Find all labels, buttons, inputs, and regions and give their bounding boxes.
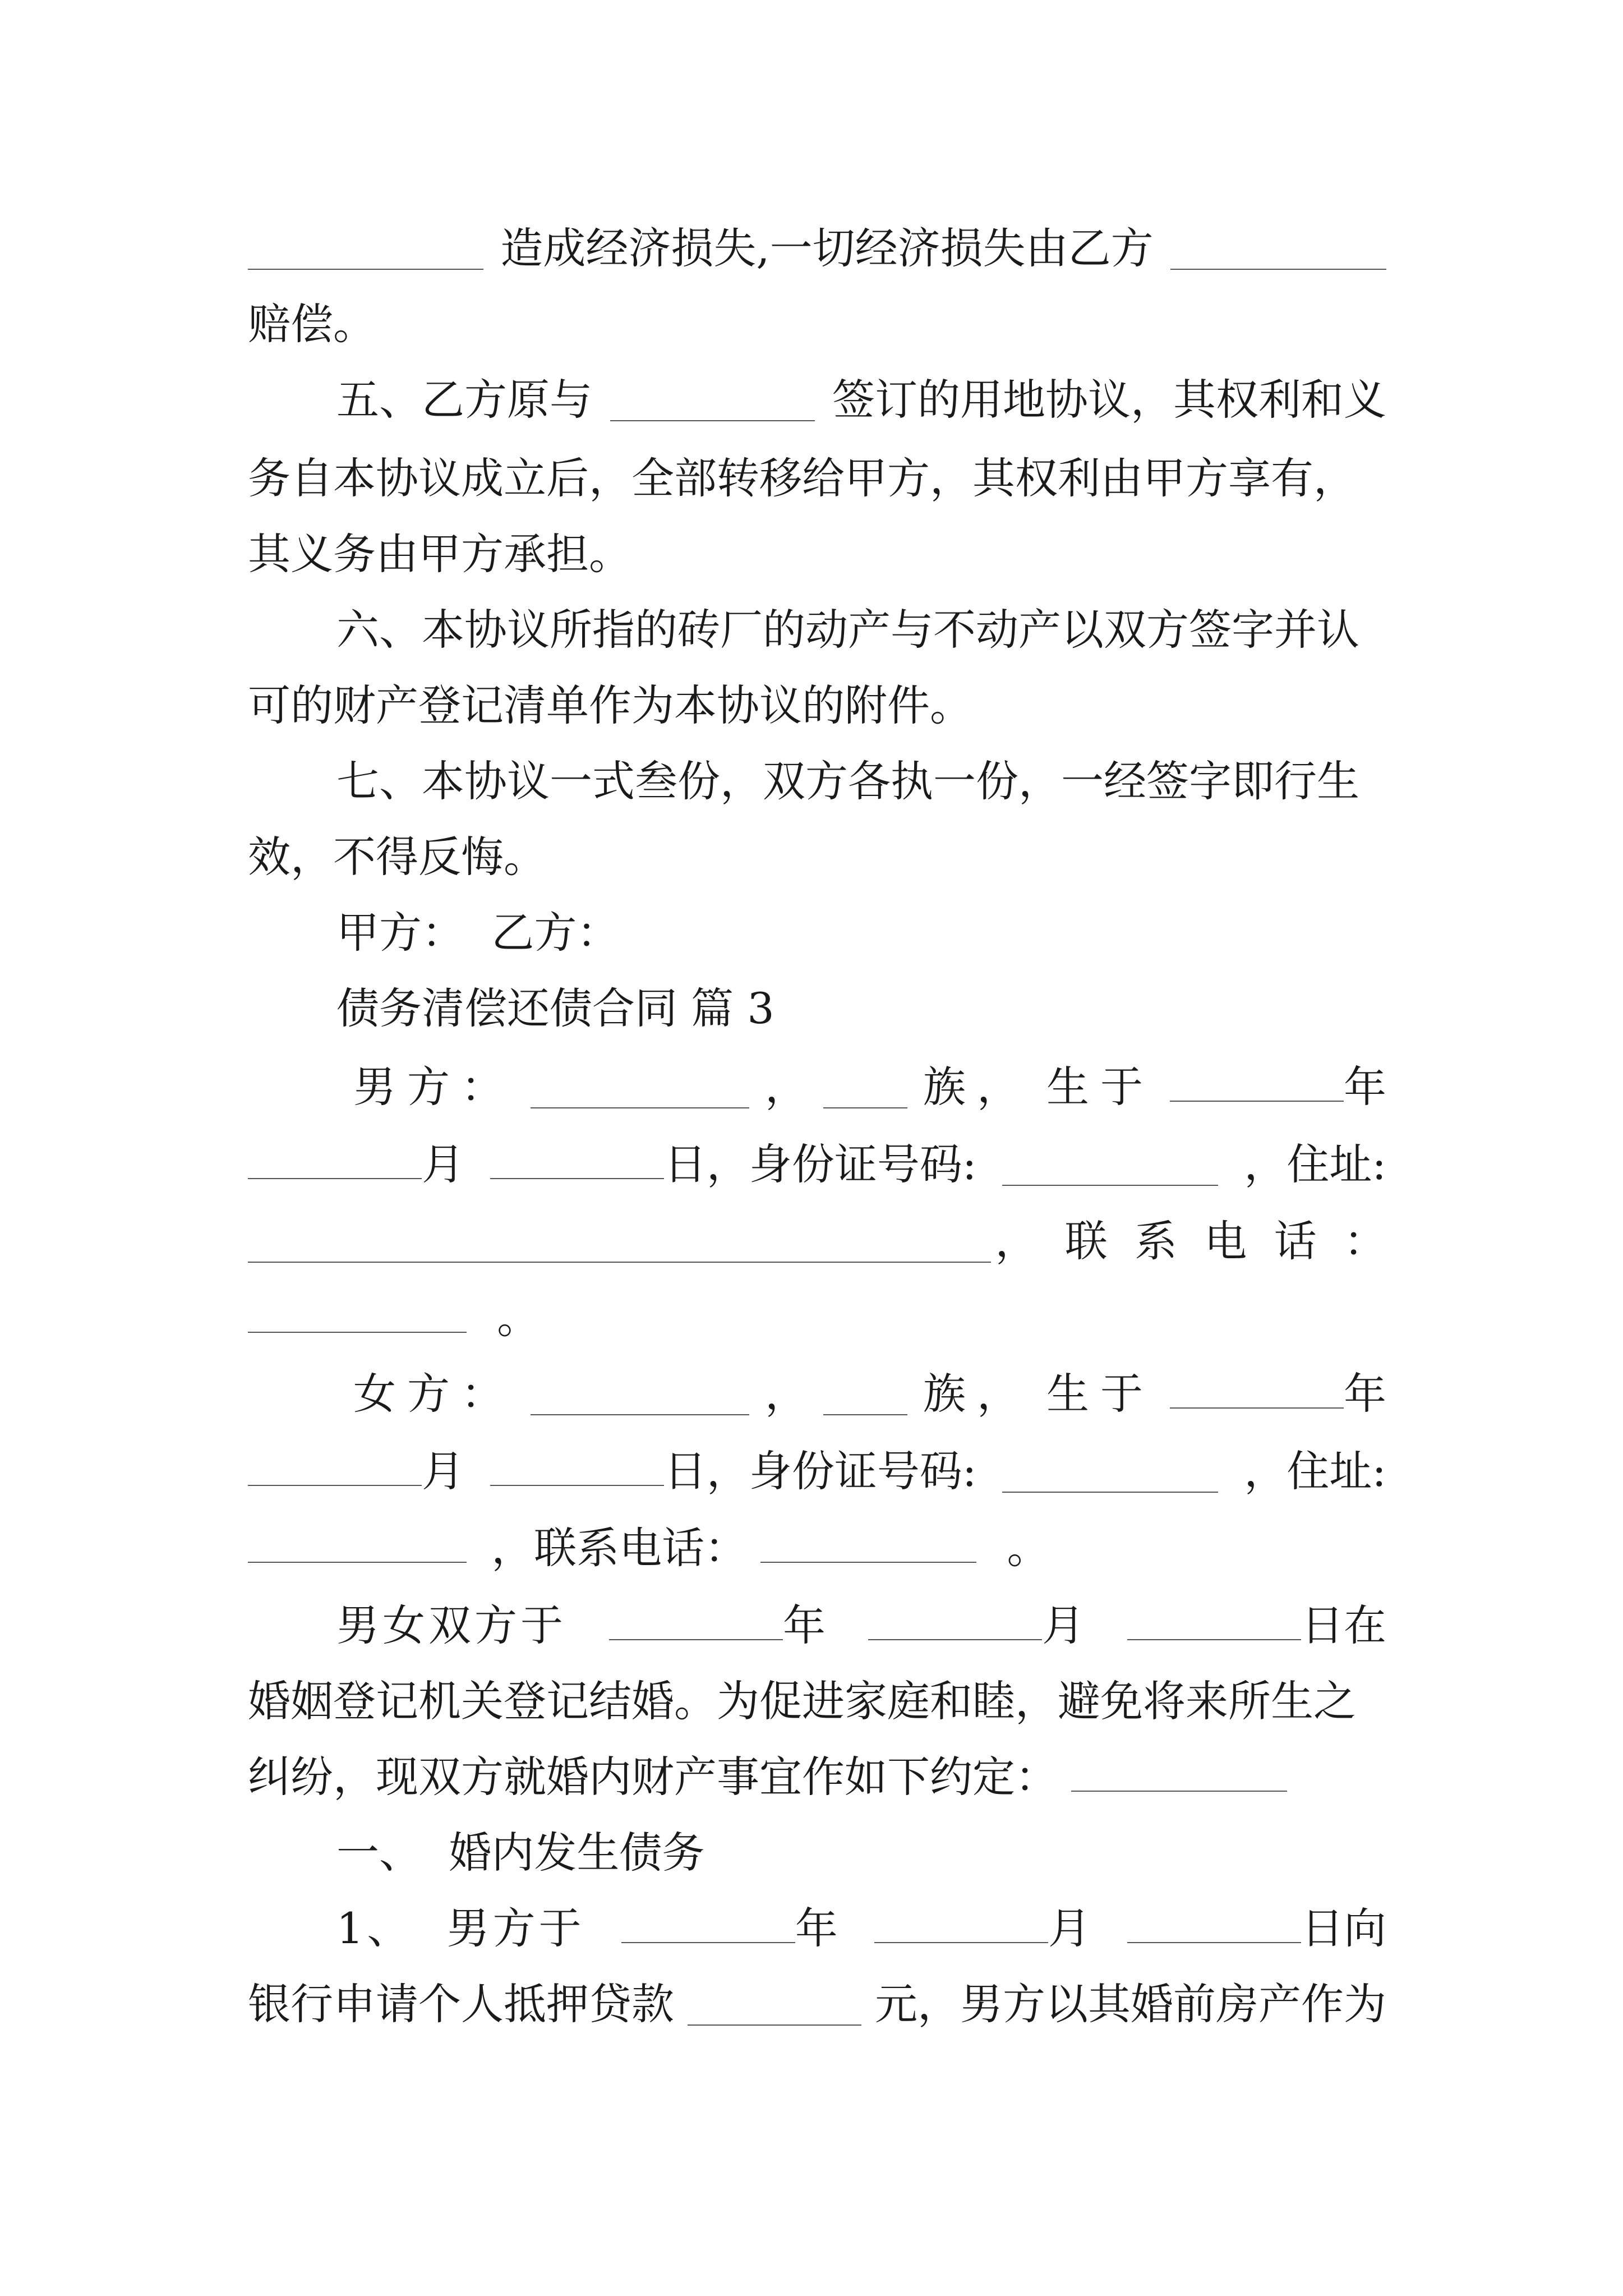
day-label: 日向 [1301,1903,1386,1953]
blank-field [609,1604,783,1640]
blank-field [1170,1066,1344,1102]
clause-4-line-2: 赔偿。 [248,299,376,349]
day-id-label: 日，身份证号码: [663,1446,977,1496]
year-label: 年 [1344,1062,1386,1112]
clause-5-line-1 [336,375,1386,425]
blank-field [1127,1907,1301,1943]
female-party-line-3 [248,1523,1386,1573]
blank-field [1170,1373,1344,1409]
blank-field [868,1604,1042,1640]
born-label: 生于 [1046,1062,1154,1112]
signature-line: 甲方： 乙方： [336,908,620,958]
clause-4-line-1 [248,223,1386,273]
blank-field [1127,1604,1301,1640]
section-heading: 债务清偿还债合同 篇 3 [336,983,774,1033]
blank-field [1170,234,1386,270]
blank-field [688,1990,861,2026]
item-1-text: 元，男方以其婚前房产作为 [875,1979,1386,2029]
blank-field [490,1450,664,1486]
blank-field [823,1073,907,1108]
ethnicity-label: 族， [923,1369,1031,1419]
blank-field [248,234,483,270]
male-party-line-1 [353,1062,1386,1112]
blank-field [248,1450,422,1486]
clause-4-text: 造成经济损失,一切经济损失由乙方 [500,223,1154,273]
male-party-line-2 [248,1139,1386,1189]
day-label: 日在 [1301,1600,1386,1650]
year-label: 年 [795,1903,838,1953]
phone-label: ，联系电话： [491,1523,748,1573]
blank-field [823,1379,907,1415]
clause-5-text-a: 五、乙方原与 [336,375,592,425]
period: 。 [1007,1523,1050,1573]
comma: ， [765,1369,808,1419]
item-1-text: 银行申请个人抵押贷款 [248,1979,674,2029]
clause-7-line-2: 效，不得反悔。 [248,832,546,882]
blank-field [490,1143,664,1179]
phone-label: ， 联 系 电 话 ： [995,1216,1386,1266]
marriage-line-3 [248,1752,1386,1802]
address-label: ，住址: [1244,1139,1386,1189]
female-party-line-2 [248,1446,1386,1496]
year-label: 年 [783,1600,826,1650]
blank-field [248,1143,422,1179]
blank-field [531,1379,749,1415]
blank-field [248,1297,467,1333]
clause-6-line-1: 六、本协议所指的砖厂的动产与不动产以双方签字并认 [336,605,1359,655]
comma: ， [765,1062,808,1112]
blank-field [874,1907,1048,1943]
item-1-line-2 [248,1979,1386,2029]
blank-field [248,1527,467,1563]
month-label: 月 [422,1446,464,1496]
clause-7-line-1: 七、本协议一式叁份，双方各执一份，一经签字即行生 [336,756,1359,806]
blank-field [621,1907,795,1943]
month-label: 月 [1048,1903,1091,1953]
blank-field [1002,1150,1218,1186]
blank-field [1002,1457,1218,1493]
female-party-line-1 [353,1369,1386,1419]
clause-5-text-b: 签订的用地协议，其权利和义 [832,375,1386,425]
male-party-line-4 [248,1293,1386,1343]
male-label: 男方： [353,1062,515,1112]
clause-5-line-2: 务自本协议成立后，全部转移给甲方，其权利由甲方享有， [248,453,1356,503]
clause-5-line-3: 其义务由甲方承担。 [248,529,631,579]
blank-field [248,1227,991,1263]
marriage-text: 纠纷，现双方就婚内财产事宜作如下约定： [248,1752,1058,1802]
item-1-text: 1、 男方于 [336,1903,585,1953]
month-label: 月 [422,1139,464,1189]
marriage-text: 男女双方于 [336,1600,566,1650]
blank-field [1071,1756,1287,1792]
blank-field [531,1073,749,1108]
period: 。 [497,1293,540,1343]
marriage-line-2: 婚姻登记机关登记结婚。为促进家庭和睦，避免将来所生之 [248,1676,1356,1726]
born-label: 生于 [1046,1369,1154,1419]
address-label: ，住址: [1244,1446,1386,1496]
marriage-line-1 [336,1600,1386,1650]
item-1-line-1 [336,1903,1386,1953]
blank-field [760,1527,976,1563]
month-label: 月 [1042,1600,1085,1650]
male-party-line-3 [248,1216,1386,1266]
ethnicity-label: 族， [923,1062,1031,1112]
clause-6-line-2: 可的财产登记清单作为本协议的附件。 [248,680,972,730]
blank-field [610,385,815,421]
year-label: 年 [1344,1369,1386,1419]
day-id-label: 日，身份证号码: [663,1139,977,1189]
section-one-heading: 一、 婚内发生债务 [336,1828,705,1878]
female-label: 女方： [353,1369,515,1419]
